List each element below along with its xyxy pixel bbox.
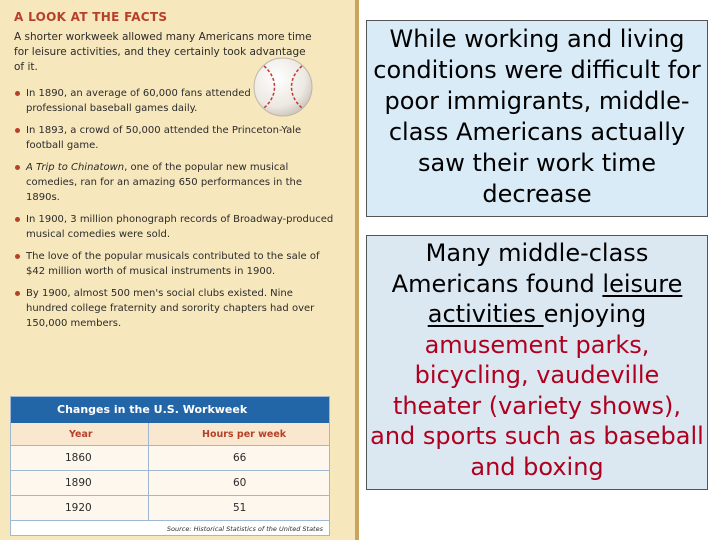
facts-list	[14, 86, 336, 338]
panel-edge	[355, 0, 359, 540]
callout-bottom	[366, 235, 708, 490]
fact-item: In 1890, an average of 60,000 fans attended professional baseball games daily.	[14, 86, 254, 116]
table-row	[11, 471, 329, 496]
fact-item: In 1900, 3 million phonograph records of Broadway-produced musical comedies were sold.	[14, 212, 336, 242]
workweek-column-headers	[11, 423, 329, 446]
fact-item: In 1893, a crowd of 50,000 attended the Princeton-Yale football game.	[14, 123, 336, 153]
facts-intro: A shorter workweek allowed many Americans more time for leisure activities, and they certainly took advantage of it.	[14, 31, 312, 73]
year-cell: 1890	[11, 471, 149, 495]
hours-cell: 60	[149, 471, 329, 495]
callout-bottom-lead: Many middle-class Americans found	[391, 239, 649, 298]
fact-item: A Trip to Chinatown, one of the popular new musical comedies, ran for an amazing 650 performances in the 1890s.	[14, 160, 336, 205]
fact-item: By 1900, almost 500 men's social clubs existed. Nine hundred college fraternity and sorority chapters had over 150,000 members.	[14, 286, 336, 331]
fact-item: The love of the popular musicals contributed to the sale of $42 million worth of musical instruments in 1900.	[14, 249, 336, 279]
workweek-title: Changes in the U.S. Workweek	[11, 397, 329, 423]
musical-title: A Trip to Chinatown	[26, 162, 125, 173]
hours-cell: 66	[149, 446, 329, 470]
callout-bottom-black: bicycling, vaudeville theater (variety shows), and sports such as baseball and boxing	[370, 361, 704, 481]
callout-top-text: While working and living conditions were difficult for poor immigrants, middle-class Americans actually saw their work time decrease	[373, 25, 701, 208]
year-cell: 1920	[11, 496, 149, 520]
column-header-year: Year	[11, 423, 149, 446]
facts-panel	[0, 0, 355, 540]
callout-bottom-red: amusement parks,	[424, 330, 650, 359]
table-source: Source: Historical Statistics of the United States	[166, 525, 323, 533]
table-row	[11, 496, 329, 521]
workweek-table	[10, 396, 330, 536]
callout-top	[366, 20, 708, 217]
hours-cell: 51	[149, 496, 329, 520]
callout-bottom-mid: enjoying	[543, 300, 647, 328]
callout-bottom-underlined: leisure activities	[427, 269, 683, 328]
table-row	[11, 446, 329, 471]
year-cell: 1860	[11, 446, 149, 470]
column-header-hours: Hours per week	[149, 423, 329, 446]
facts-title: A LOOK AT THE FACTS	[14, 10, 168, 24]
